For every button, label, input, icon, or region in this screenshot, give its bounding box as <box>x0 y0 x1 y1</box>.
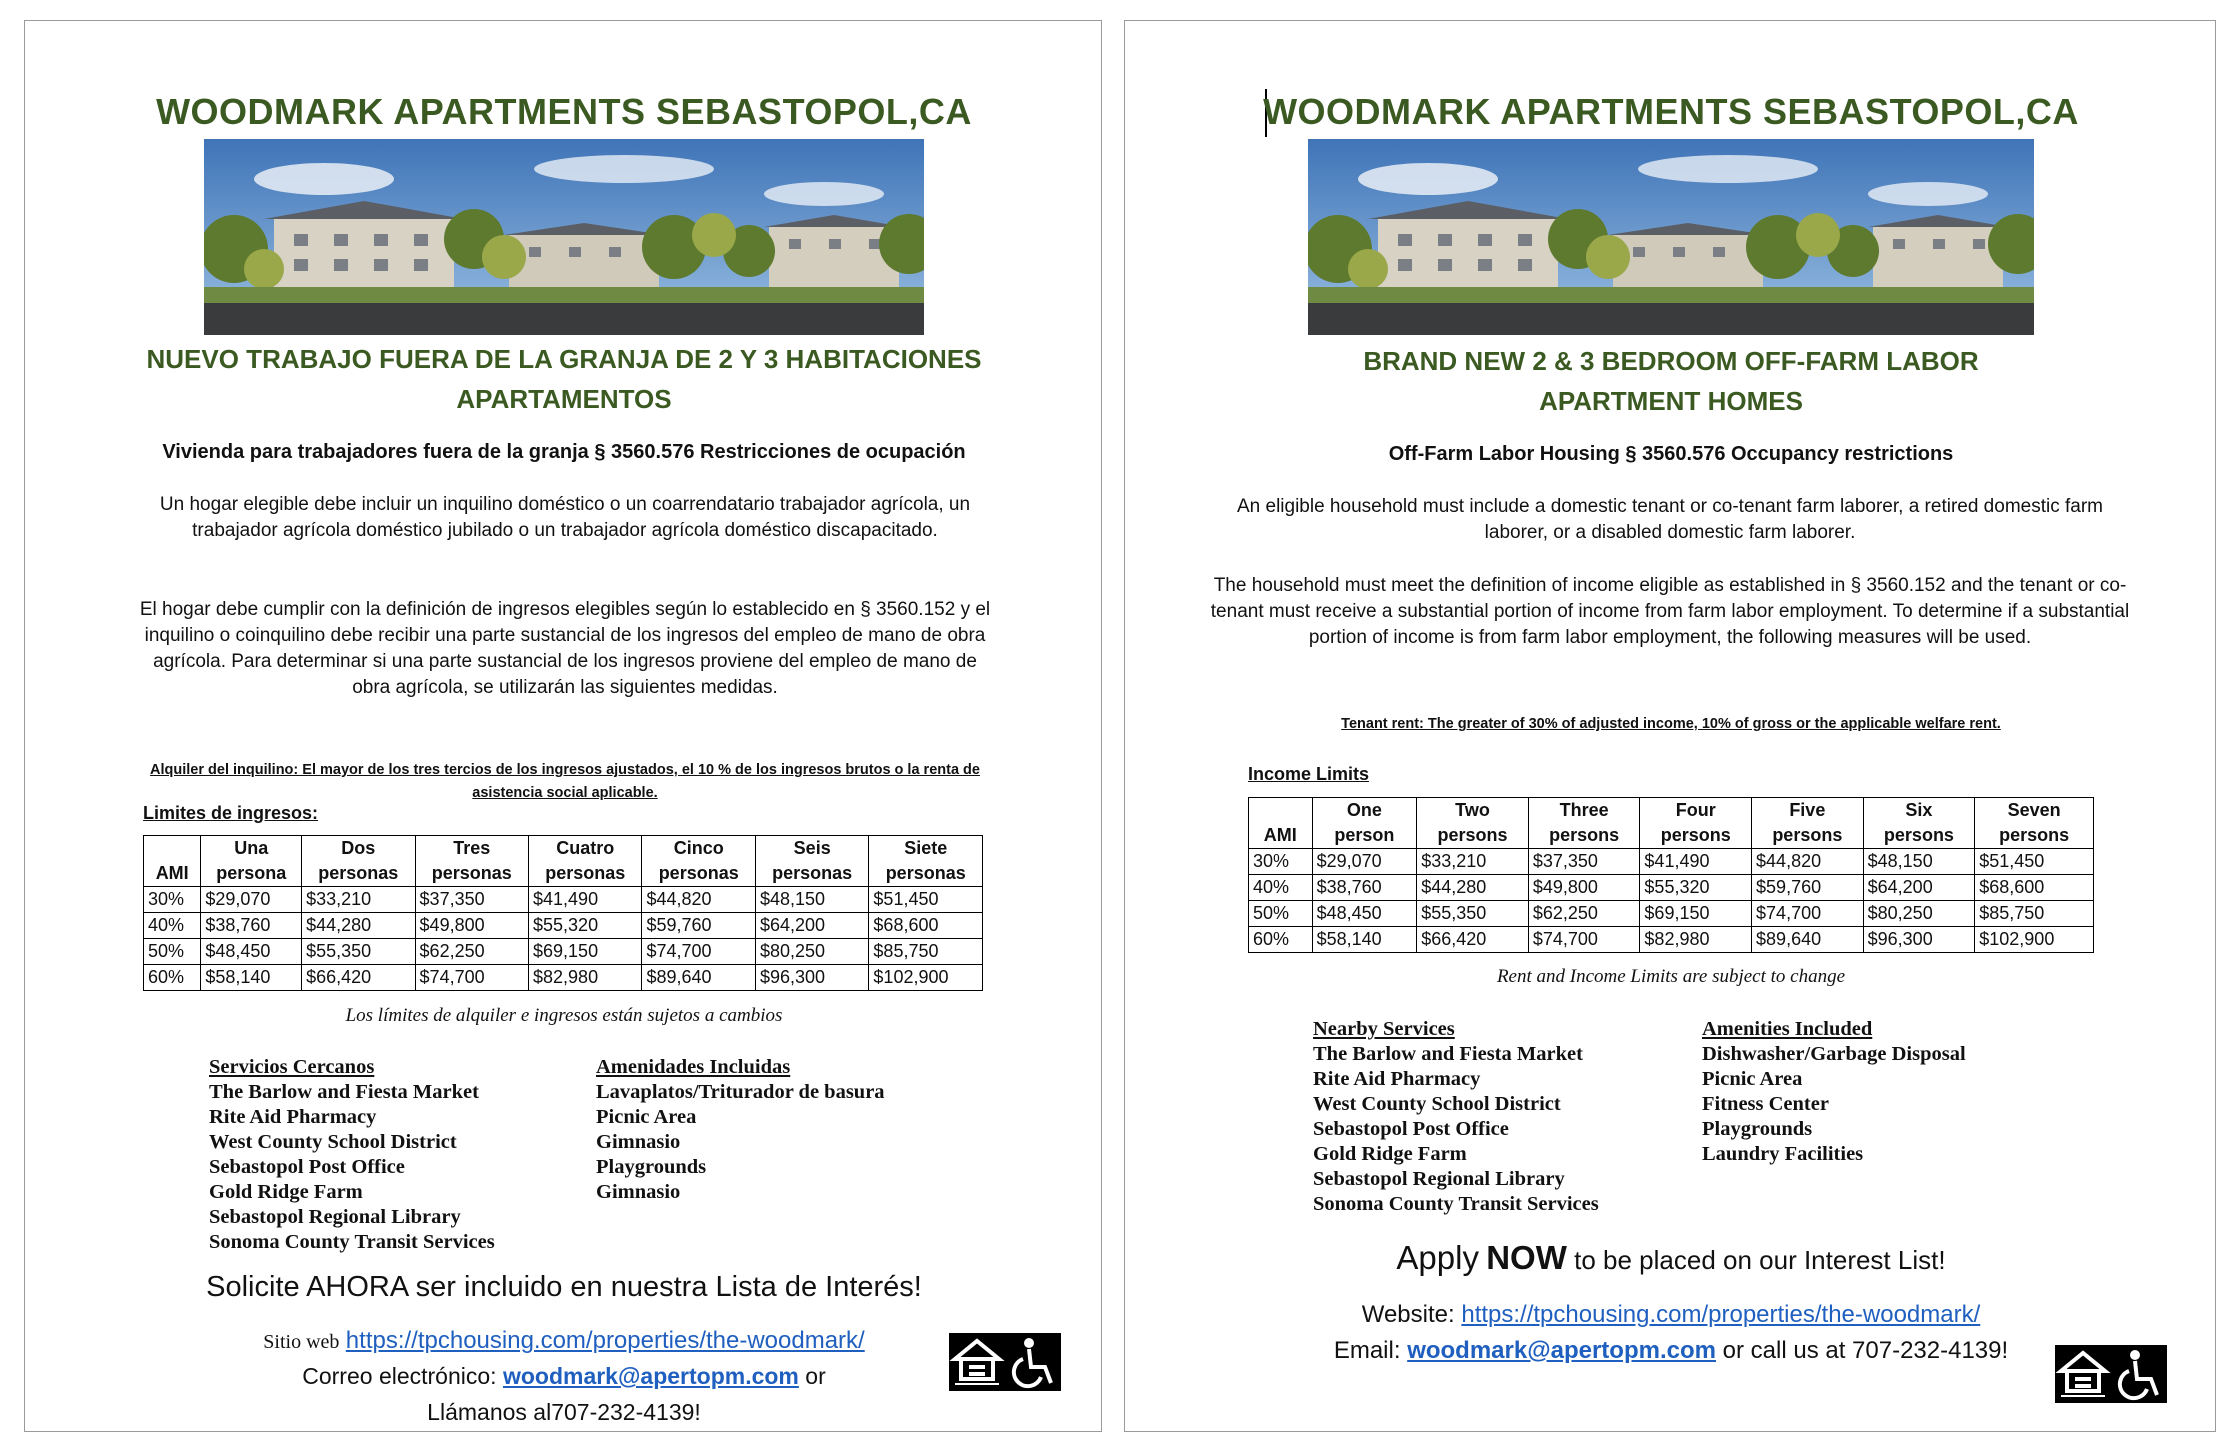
subtitle <box>25 339 1103 419</box>
household-size-header: Una persona <box>201 836 302 887</box>
table-row <box>144 887 983 913</box>
income-limit-cell: $37,350 <box>415 887 528 913</box>
income-limit-cell: $51,450 <box>869 887 983 913</box>
services-heading: Servicios Cercanos <box>209 1056 375 1078</box>
income-limit-cell: $44,280 <box>1417 875 1529 901</box>
income-limit-cell: $48,450 <box>201 939 302 965</box>
services-heading: Nearby Services <box>1313 1018 1455 1040</box>
eligibility-paragraph: An eligible household must include a domestic tenant or co-tenant farm laborer, a retired domestic farm laborer, or a disabled domestic farm laborer. <box>1236 496 2103 543</box>
income-limit-cell: $74,700 <box>642 939 755 965</box>
amenity-item: Picnic Area <box>1702 1068 1803 1090</box>
amenity-item: Laundry Facilities <box>1702 1143 1864 1165</box>
service-item: The Barlow and Fiesta Market <box>209 1081 479 1103</box>
subtitle-line-2: APARTMENT HOMES <box>1539 386 1803 416</box>
email-line <box>25 1363 1103 1390</box>
tenant-rent-rule: Alquiler del inquilino: El mayor de los tres tercios de los ingresos ajustados, el 10 % de los ingresos brutos o la renta de asistencia social aplicable. <box>150 762 980 801</box>
english-flyer-page <box>1124 20 2216 1432</box>
income-limits-table <box>143 835 983 991</box>
ami-percent-cell: 40% <box>1249 875 1313 901</box>
income-limits-table <box>1248 797 2094 953</box>
website-label: Sitio web <box>263 1331 340 1353</box>
service-item: Gold Ridge Farm <box>1313 1143 1467 1165</box>
service-item: Sonoma County Transit Services <box>1313 1193 1599 1215</box>
apartment-photo <box>1308 139 2034 335</box>
income-limit-cell: $66,420 <box>302 965 415 991</box>
household-size-header: Six persons <box>1863 798 1975 849</box>
income-limits-label: Income Limits <box>1248 764 1370 784</box>
income-paragraph: The household must meet the definition of income eligible as established in § 3560.152 and the tenant or co-tenant must receive a substantial portion of income from farm labor employment. To determine if a substantial portion of income is from farm labor employment, the following measures will be used. <box>1210 575 2130 648</box>
email-or: or <box>805 1363 826 1389</box>
email-call: or call us at 707-232-4139! <box>1722 1337 2009 1364</box>
income-limit-cell: $37,350 <box>1528 849 1640 875</box>
table-row <box>144 939 983 965</box>
amenity-item: Playgrounds <box>1702 1118 1813 1140</box>
income-limit-cell: $80,250 <box>1863 901 1975 927</box>
table-row <box>1249 901 2094 927</box>
eligibility-paragraph: Un hogar elegible debe incluir un inquilino doméstico o un coarrendatario trabajador agrícola, un trabajador agrícola doméstico jubilado o un trabajador agrícola doméstico discapacitado. <box>159 494 971 541</box>
subtitle-line-2: APARTAMENTOS <box>456 384 672 414</box>
income-limit-cell: $85,750 <box>869 939 983 965</box>
income-limit-cell: $44,820 <box>642 887 755 913</box>
income-limit-cell: $74,700 <box>415 965 528 991</box>
income-limit-cell: $48,150 <box>1863 849 1975 875</box>
household-size-header: Dos personas <box>302 836 415 887</box>
household-size-header: Tres personas <box>415 836 528 887</box>
apply-call-to-action <box>1125 1239 2217 1277</box>
table-row <box>1249 849 2094 875</box>
income-limit-cell: $29,070 <box>1312 849 1417 875</box>
income-limit-cell: $64,200 <box>1863 875 1975 901</box>
table-row <box>144 913 983 939</box>
income-limit-cell: $55,350 <box>302 939 415 965</box>
income-limit-cell: $41,490 <box>529 887 642 913</box>
page-title: WOODMARK APARTMENTS SEBASTOPOL,CA <box>1263 91 2079 132</box>
nearby-services <box>1313 1017 1599 1217</box>
email-label: Correo electrónico: <box>302 1363 497 1389</box>
income-limit-cell: $33,210 <box>1417 849 1529 875</box>
website-line <box>1125 1301 2217 1329</box>
service-item: West County School District <box>209 1131 457 1153</box>
amenities <box>596 1055 885 1205</box>
tenant-rent-rule: Tenant rent: The greater of 30% of adjusted income, 10% of gross or the applicable welfare rent. <box>1341 716 2001 732</box>
income-limit-cell: $82,980 <box>529 965 642 991</box>
service-item: Sebastopol Post Office <box>209 1156 405 1178</box>
household-size-header: Two persons <box>1417 798 1529 849</box>
service-item: Sebastopol Regional Library <box>209 1206 461 1228</box>
ami-percent-cell: 60% <box>1249 927 1313 953</box>
income-limit-cell: $49,800 <box>415 913 528 939</box>
household-size-header: Three persons <box>1528 798 1640 849</box>
service-item: Rite Aid Pharmacy <box>209 1106 377 1128</box>
email-label: Email: <box>1333 1337 1401 1364</box>
household-size-header: One person <box>1312 798 1417 849</box>
service-item: The Barlow and Fiesta Market <box>1313 1043 1583 1065</box>
apply-call-to-action: Solicite AHORA ser incluido en nuestra Lista de Interés! <box>206 1271 922 1303</box>
cta-now: NOW <box>1486 1239 1567 1276</box>
income-limit-cell: $96,300 <box>1863 927 1975 953</box>
income-limit-cell: $59,760 <box>1752 875 1864 901</box>
income-limit-cell: $38,760 <box>1312 875 1417 901</box>
ami-percent-cell: 40% <box>144 913 201 939</box>
income-limit-cell: $80,250 <box>755 939 868 965</box>
income-limit-cell: $64,200 <box>755 913 868 939</box>
income-limit-cell: $55,350 <box>1417 901 1529 927</box>
limits-note: Rent and Income Limits are subject to change <box>1496 966 1846 987</box>
service-item: Rite Aid Pharmacy <box>1313 1068 1481 1090</box>
amenity-item: Dishwasher/Garbage Disposal <box>1702 1043 1966 1065</box>
ami-percent-cell: 30% <box>144 887 201 913</box>
page-title: WOODMARK APARTMENTS SEBASTOPOL,CA <box>156 91 972 132</box>
amenity-item: Lavaplatos/Triturador de basura <box>596 1081 885 1103</box>
income-limit-cell: $44,820 <box>1752 849 1864 875</box>
income-limit-cell: $82,980 <box>1640 927 1752 953</box>
income-limit-cell: $74,700 <box>1528 927 1640 953</box>
ami-percent-cell: 30% <box>1249 849 1313 875</box>
income-limit-cell: $48,150 <box>755 887 868 913</box>
income-limit-cell: $66,420 <box>1417 927 1529 953</box>
amenity-item: Picnic Area <box>596 1106 697 1128</box>
service-item: Sebastopol Regional Library <box>1313 1168 1565 1190</box>
subtitle-line-1: NUEVO TRABAJO FUERA DE LA GRANJA DE 2 Y 3 HABITACIONES <box>146 344 982 374</box>
income-limit-cell: $69,150 <box>1640 901 1752 927</box>
amenities-heading: Amenidades Incluidas <box>596 1056 791 1078</box>
income-limit-cell: $85,750 <box>1975 901 2094 927</box>
email-line <box>1125 1337 2217 1365</box>
income-limit-cell: $44,280 <box>302 913 415 939</box>
income-limit-cell: $41,490 <box>1640 849 1752 875</box>
table-header-row <box>144 836 983 887</box>
nearby-services <box>209 1055 495 1255</box>
table-row <box>1249 927 2094 953</box>
income-limit-cell: $102,900 <box>1975 927 2094 953</box>
household-size-header: Cinco personas <box>642 836 755 887</box>
fair-housing-logos <box>949 1333 1061 1391</box>
income-limit-cell: $69,150 <box>529 939 642 965</box>
income-limit-cell: $51,450 <box>1975 849 2094 875</box>
ami-percent-cell: 50% <box>1249 901 1313 927</box>
income-limit-cell: $68,600 <box>1975 875 2094 901</box>
income-limits-label: Limites de ingresos: <box>143 803 319 823</box>
ami-percent-cell: 60% <box>144 965 201 991</box>
website-label: Website: <box>1361 1301 1455 1328</box>
amenity-item: Fitness Center <box>1702 1093 1829 1115</box>
income-limit-cell: $48,450 <box>1312 901 1417 927</box>
income-limit-cell: $29,070 <box>201 887 302 913</box>
household-size-header: Cuatro personas <box>529 836 642 887</box>
income-limit-cell: $62,250 <box>415 939 528 965</box>
limits-note: Los límites de alquiler e ingresos están sujetos a cambios <box>345 1005 783 1026</box>
income-paragraph: El hogar debe cumplir con la definición de ingresos elegibles según lo establecido en § 3560.152 y el inquilino o coinquilino debe recibir una parte sustancial de los ingresos del empleo de mano de obra agrícola. Para determinar si una parte sustancial de los ingresos proviene del empleo de mano de obra agrícola, se utilizarán las siguientes medidas. <box>139 599 991 698</box>
phone-line: Llámanos al707-232-4139! <box>427 1399 701 1425</box>
amenities <box>1702 1017 1966 1167</box>
household-size-header: Seis personas <box>755 836 868 887</box>
service-item: West County School District <box>1313 1093 1561 1115</box>
income-limit-cell: $89,640 <box>642 965 755 991</box>
occupancy-heading: Off-Farm Labor Housing § 3560.576 Occupancy restrictions <box>1388 443 1954 465</box>
income-limit-cell: $59,760 <box>642 913 755 939</box>
occupancy-heading: Vivienda para trabajadores fuera de la granja § 3560.576 Restricciones de ocupación <box>162 441 966 463</box>
income-limit-cell: $58,140 <box>201 965 302 991</box>
email-link[interactable]: woodmark@apertopm.com <box>502 1363 799 1389</box>
income-limit-cell: $68,600 <box>869 913 983 939</box>
subtitle <box>1125 341 2217 421</box>
service-item: Gold Ridge Farm <box>209 1181 363 1203</box>
cta-rest: to be placed on our Interest List! <box>1574 1245 1946 1275</box>
income-limit-cell: $74,700 <box>1752 901 1864 927</box>
spanish-flyer-page <box>24 20 1102 1432</box>
cta-apply: Apply <box>1396 1239 1479 1276</box>
ami-percent-cell: 50% <box>144 939 201 965</box>
household-size-header: Siete personas <box>869 836 983 887</box>
income-limit-cell: $55,320 <box>1640 875 1752 901</box>
income-limit-cell: $58,140 <box>1312 927 1417 953</box>
income-limit-cell: $62,250 <box>1528 901 1640 927</box>
table-header-row <box>1249 798 2094 849</box>
ami-column-header: AMI <box>1249 798 1313 849</box>
service-item: Sebastopol Post Office <box>1313 1118 1509 1140</box>
income-limit-cell: $38,760 <box>201 913 302 939</box>
household-size-header: Five persons <box>1752 798 1864 849</box>
amenity-item: Gimnasio <box>596 1181 681 1203</box>
website-link[interactable]: https://tpchousing.com/properties/the-woodmark/ <box>345 1327 865 1354</box>
wheelchair-accessibility-icon <box>2111 1345 2167 1403</box>
apartment-photo <box>204 139 924 335</box>
household-size-header: Seven persons <box>1975 798 2094 849</box>
service-item: Sonoma County Transit Services <box>209 1231 495 1253</box>
income-limit-cell: $49,800 <box>1528 875 1640 901</box>
table-row <box>1249 875 2094 901</box>
income-limit-cell: $96,300 <box>755 965 868 991</box>
amenity-item: Playgrounds <box>596 1156 707 1178</box>
income-limit-cell: $102,900 <box>869 965 983 991</box>
subtitle-line-1: BRAND NEW 2 & 3 BEDROOM OFF-FARM LABOR <box>1363 346 1979 376</box>
income-limit-cell: $55,320 <box>529 913 642 939</box>
email-link[interactable]: woodmark@apertopm.com <box>1407 1337 1716 1364</box>
ami-column-header: AMI <box>144 836 201 887</box>
website-link[interactable]: https://tpchousing.com/properties/the-woodmark/ <box>1461 1301 1981 1328</box>
household-size-header: Four persons <box>1640 798 1752 849</box>
amenity-item: Gimnasio <box>596 1131 681 1153</box>
wheelchair-accessibility-icon <box>1005 1333 1061 1391</box>
income-limit-cell: $33,210 <box>302 887 415 913</box>
income-limit-cell: $89,640 <box>1752 927 1864 953</box>
fair-housing-logos <box>2055 1345 2167 1403</box>
website-line <box>25 1327 1103 1355</box>
table-row <box>144 965 983 991</box>
amenities-heading: Amenities Included <box>1702 1018 1873 1040</box>
